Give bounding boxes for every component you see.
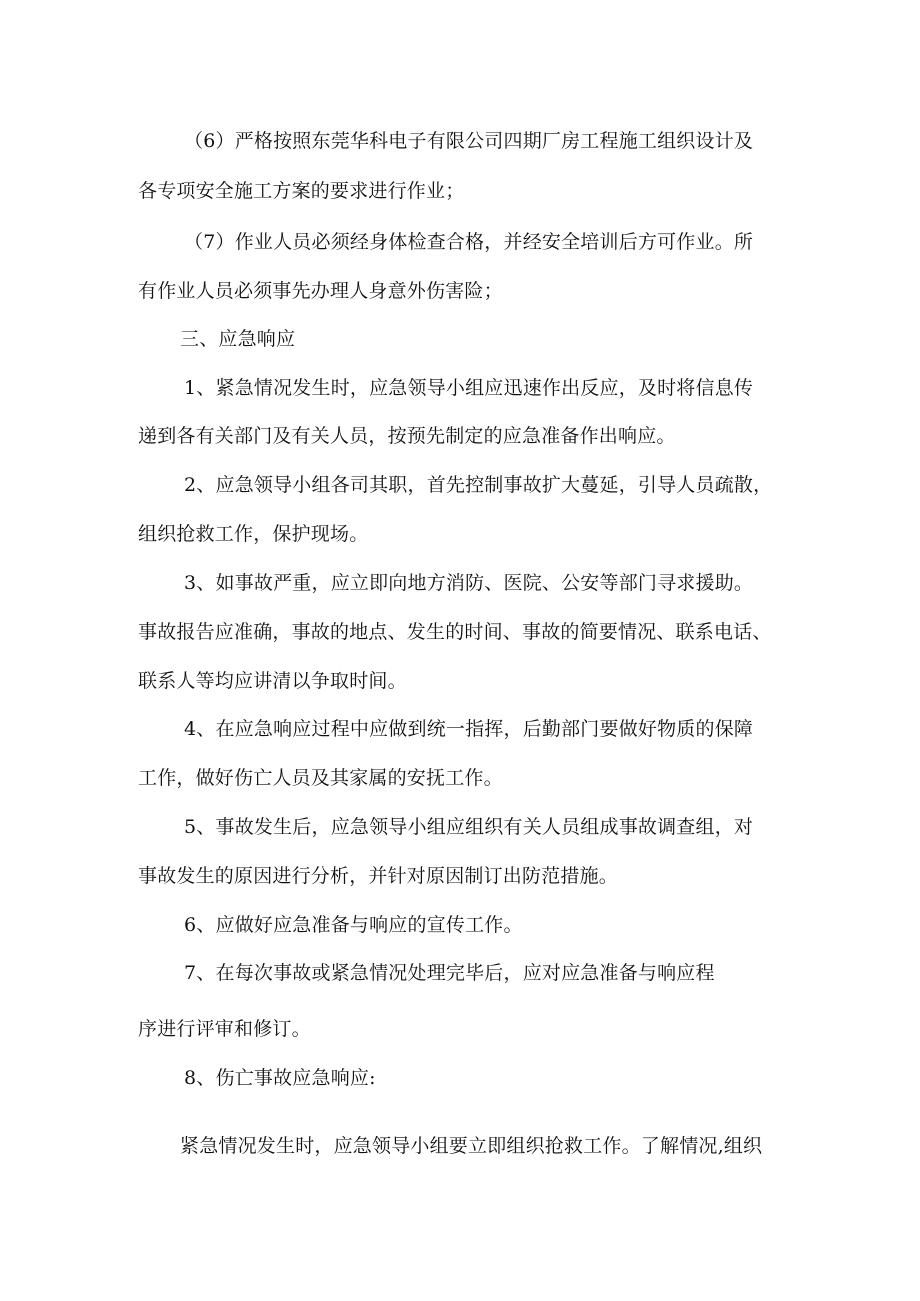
text-line-11: 事故报告应准确，事故的地点、发生的时间、事故的简要情况、联系电话、 [138,621,772,643]
text-line-17: 6、应做好应急准备与响应的宣传工作。 [184,914,523,936]
text-line-13: 4、在应急响应过程中应做到统一指挥，后勤部门要做好物质的保障 [184,718,754,740]
text-line-15: 5、事故发生后，应急领导小组应组织有关人员组成事故调查组，对 [184,816,754,838]
text-line-21: 紧急情况发生时，应急领导小组要立即组织抢救工作。了解情况,组织 [180,1135,763,1157]
text-line-20: 8、伤亡事故应急响应: [184,1067,376,1089]
text-line-3: （7）作业人员必须经身体检查合格，并经安全培训后方可作业。所 [184,231,754,253]
text-line-2: 各专项安全施工方案的要求进行作业； [138,180,465,202]
text-line-7: 递到各有关部门及有关人员，按预先制定的应急准备作出响应。 [138,425,676,447]
text-line-9: 组织抢救工作，保护现场。 [138,523,369,545]
text-line-6: 1、紧急情况发生时，应急领导小组应迅速作出反应，及时将信息传 [184,377,754,399]
text-line-1: （6）严格按照东莞华科电子有限公司四期厂房工程施工组织设计及 [184,130,754,152]
text-line-4: 有作业人员必须事先办理人身意外伤害险； [138,280,503,302]
text-line-8: 2、应急领导小组各司其职，首先控制事故扩大蔓延，引导人员疏散， [184,474,773,496]
text-line-10: 3、如事故严重，应立即向地方消防、医院、公安等部门寻求援助。 [184,572,754,594]
text-line-18: 7、在每次事故或紧急情况处理完毕后，应对应急准备与响应程 [184,962,715,984]
text-line-14: 工作，做好伤亡人员及其家属的安抚工作。 [138,767,503,789]
text-line-12: 联系人等均应讲清以争取时间。 [138,670,407,692]
text-line-16: 事故发生的原因进行分析，并针对原因制订出防范措施。 [138,865,619,887]
section-heading: 三、应急响应 [180,328,296,350]
text-line-19: 序进行评审和修订。 [138,1018,311,1040]
